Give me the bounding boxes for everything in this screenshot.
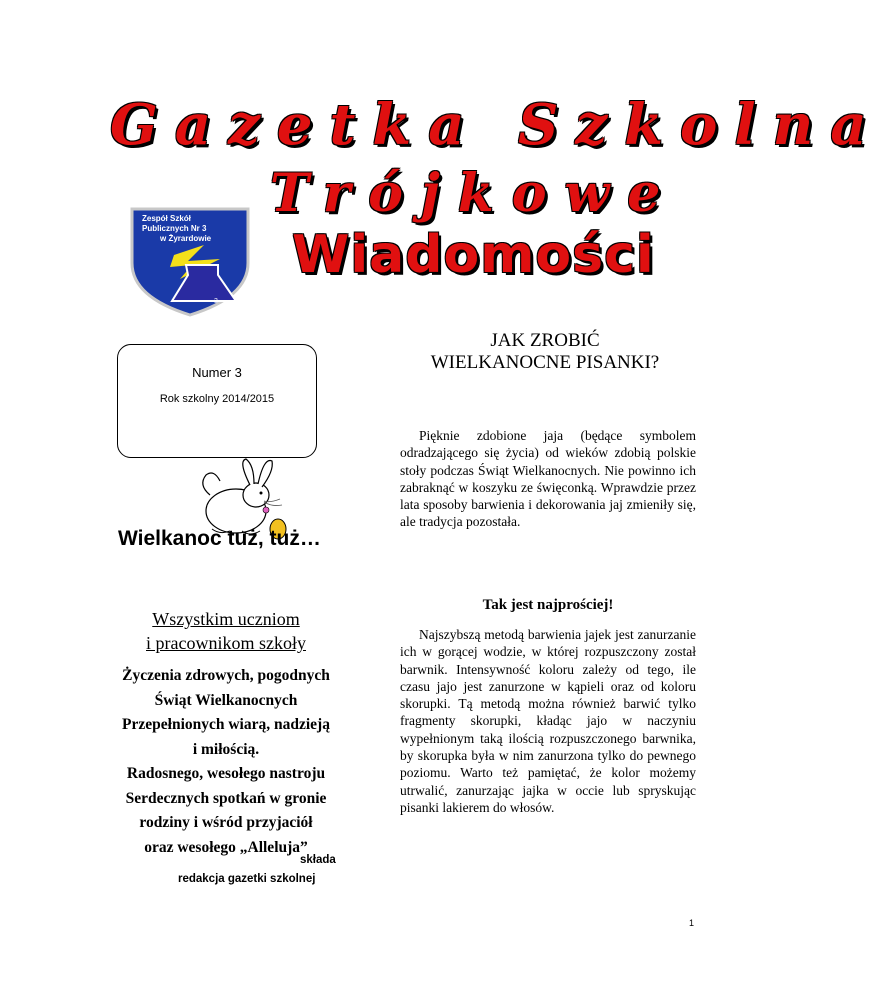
wish-line: Świąt Wielkanocnych bbox=[154, 691, 298, 709]
greetings-heading-line2: i pracownikom szkoły bbox=[146, 633, 306, 653]
masthead-title-line3: Wiadomości bbox=[292, 225, 655, 285]
logo-text-line1: Zespół Szkół bbox=[142, 214, 191, 223]
wish-line: i miłością. bbox=[192, 740, 260, 758]
logo-text-line2: Publicznych Nr 3 bbox=[142, 224, 207, 233]
article-subheading: Tak jest najprościej! bbox=[482, 597, 614, 613]
school-year: Rok szkolny 2014/2015 bbox=[159, 393, 275, 405]
wish-line: Radosnego, wesołego nastroju bbox=[126, 765, 326, 782]
greetings-signature-line2: redakcja gazetki szkolnej bbox=[178, 873, 316, 885]
article-title bbox=[400, 330, 690, 374]
article-title-line1: JAK ZROBIĆ bbox=[490, 330, 600, 351]
article-intro-paragraph: Pięknie zdobione jaja (będące symbolem odradzającego się życia) od wieków zdobią polskie stoły podczas Świąt Wielkanocnych. Nie powinno ich zabraknąć w koszyku ze święconką. Wprawdzie przez lata sposoby barwienia i dekorowania jaj zmieniły się, ale tradycja pozostała. bbox=[400, 428, 696, 530]
greetings-heading bbox=[96, 607, 356, 655]
issue-info-box bbox=[117, 344, 317, 458]
wish-line: Serdecznych spotkań w gronie bbox=[125, 789, 327, 807]
wish-line: rodziny i wśród przyjaciół bbox=[139, 814, 313, 831]
masthead-title-line1: Gazetka Szkolna bbox=[110, 92, 884, 158]
article-body-paragraph: Najszybszą metodą barwienia jajek jest zanurzanie ich w gorącej wodzie, w której rozpuszczony został barwnik. Intensywność koloru zależy od tego, ile czasu jajo jest zanurzone w kąpieli oraz od koloru skorupki. Tą metodą można również barwić tylko fragmenty skorupki, kładąc jajo w naczyniu wypełnionym taką ilością rozpuszczonego barwnika, by skorupka była w nim zanurzona tylko do pewnego poziomu. Warto też pamiętać, że kolor możemy utrwalić, zanurzając jajka w occie lub spryskując pisanki lakierem do włosów. bbox=[400, 627, 696, 815]
wish-line: oraz wesołego „Alleluja” bbox=[144, 838, 308, 856]
wish-line: Przepełnionych wiarą, nadzieją bbox=[122, 716, 330, 733]
greetings-wishes bbox=[96, 664, 356, 860]
page-number: 1 bbox=[689, 918, 695, 928]
school-shield-logo bbox=[128, 205, 252, 317]
article-title-line2: WIELKANOCNE PISANKI? bbox=[430, 352, 660, 373]
easter-caption: Wielkanoc tuż, tuż… bbox=[118, 527, 321, 550]
wish-line: Życzenia zdrowych, pogodnych bbox=[122, 667, 330, 684]
logo-text-line3: w Żyrardowie bbox=[160, 234, 212, 243]
masthead-title-line2: Trójkowe bbox=[270, 163, 679, 224]
greetings-signature-line1: składa bbox=[300, 854, 336, 866]
logo-digit: 3 bbox=[214, 298, 218, 305]
issue-number: Numer 3 bbox=[192, 365, 242, 380]
greetings-heading-line1: Wszystkim uczniom bbox=[152, 609, 300, 629]
